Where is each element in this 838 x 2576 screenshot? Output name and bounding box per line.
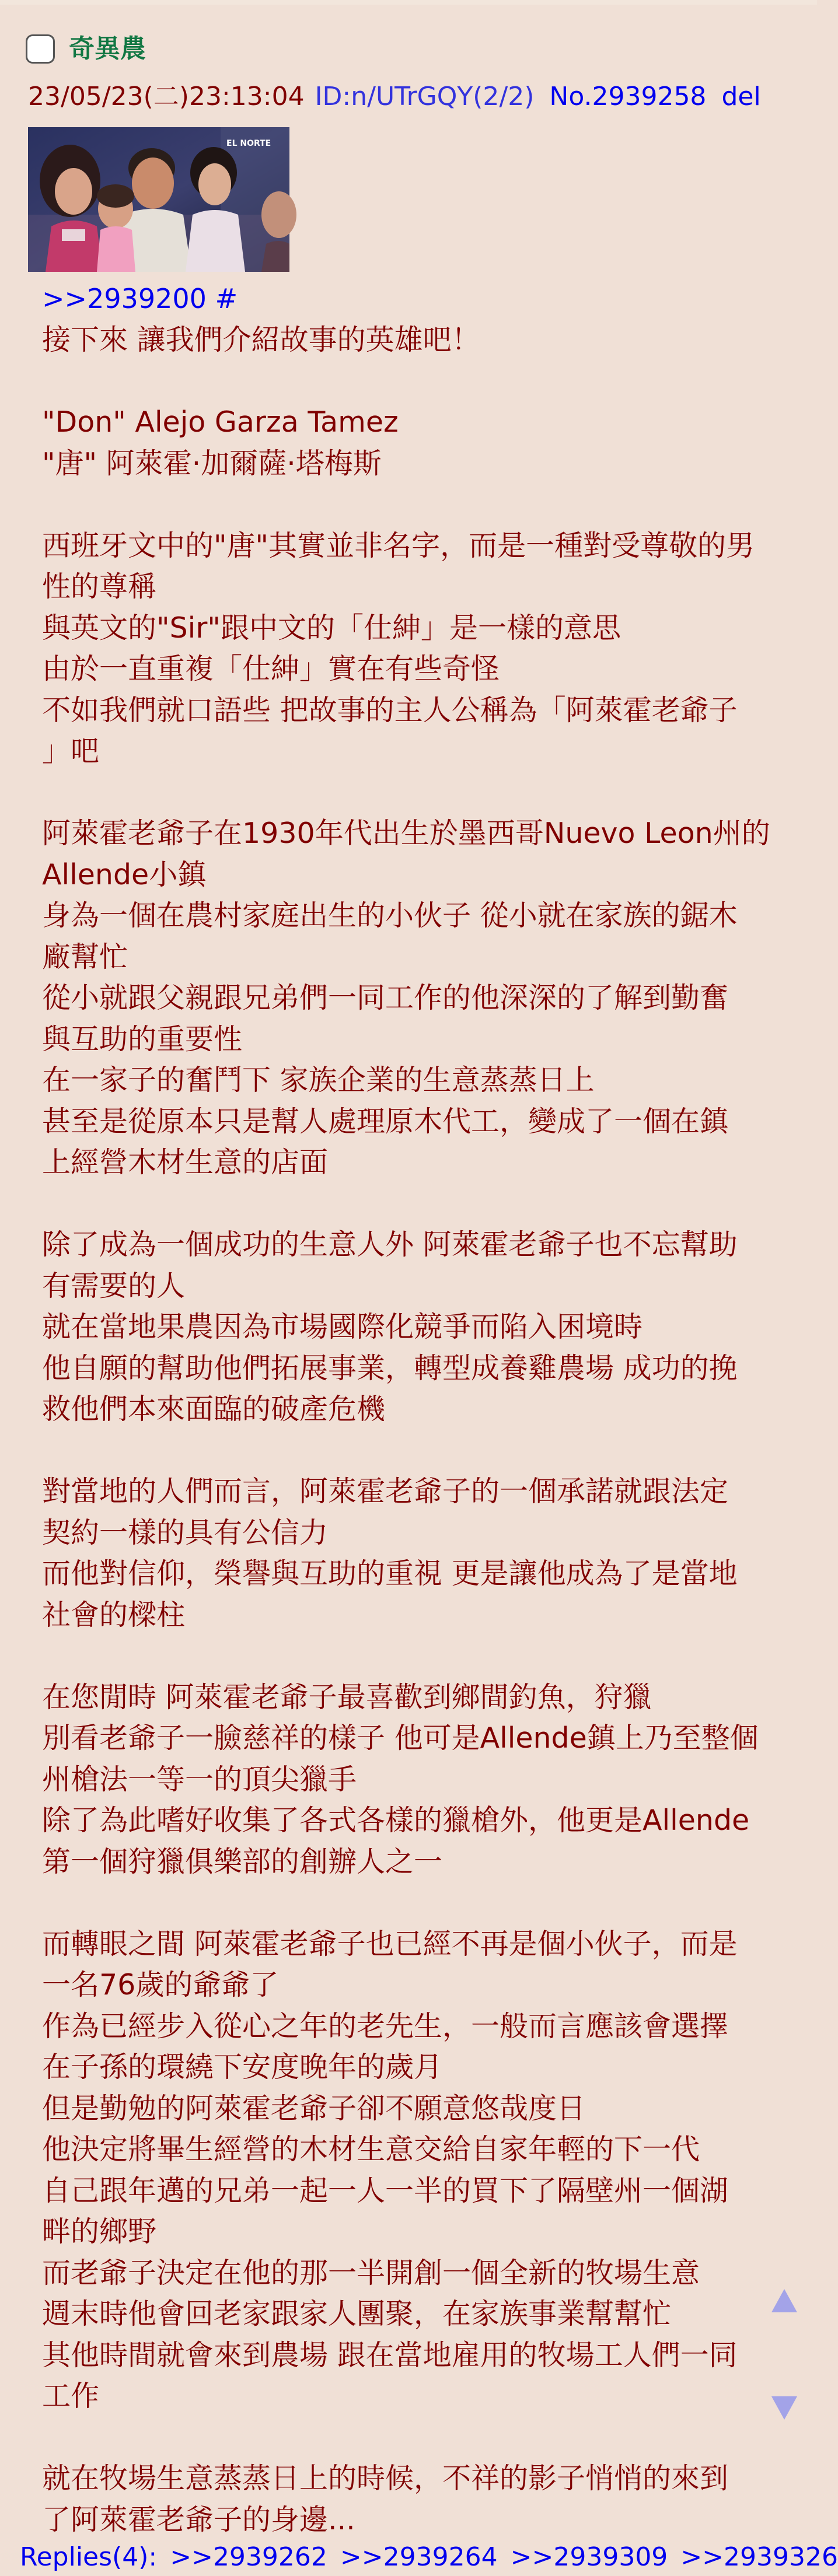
body-line: 接下來 讓我們介紹故事的英雄吧！ (42, 323, 480, 356)
body-line: 救他們本來面臨的破產危機 (42, 1392, 386, 1426)
body-line: "Don" Alejo Garza Tamez (42, 405, 399, 439)
post-header (26, 28, 146, 70)
body-line: 工作 (42, 2379, 100, 2413)
body-line: 一名76歲的爺爺了 (42, 1968, 279, 2001)
body-line: 性的尊稱 (42, 570, 157, 603)
body-line: 阿萊霍老爺子在1930年代出生於墨西哥Nuevo Leon州的 (42, 817, 770, 850)
thumbnail-caption: EL NORTE (226, 139, 271, 148)
body-line: 畔的鄉野 (42, 2215, 157, 2248)
body-line: "唐" 阿萊霍·加爾薩·塔梅斯 (42, 446, 382, 480)
post-datetime: 23/05/23(二)23:13:04 (28, 82, 305, 111)
body-line: 州槍法一等一的頂尖獵手 (42, 1762, 357, 1796)
replies-label: Replies(4): (20, 2542, 158, 2572)
body-line: 」吧 (42, 734, 100, 768)
body-line: Allende小鎮 (42, 858, 207, 891)
body-line: 在您閒時 阿萊霍老爺子最喜歡到鄉間釣魚，狩獵 (42, 1680, 652, 1714)
paragraph-gap (42, 361, 771, 402)
body-line: 但是勤勉的阿萊霍老爺子卻不願意悠哉度日 (42, 2091, 586, 2125)
body-line: 除了為此嗜好收集了各式各樣的獵槍外，他更是Allende (42, 1804, 750, 1837)
body-line: 第一個狩獵俱樂部的創辦人之一 (42, 1845, 443, 1878)
body-line: 就在牧場生意蒸蒸日上的時候，不祥的影子悄悄的來到 (42, 2462, 729, 2495)
reply-link[interactable]: >>2939309 (510, 2542, 668, 2572)
body-line: 身為一個在農村家庭出生的小伙子 從小就在家族的鋸木 (42, 899, 738, 932)
body-line: 在一家子的奮鬥下 家族企業的生意蒸蒸日上 (42, 1063, 595, 1097)
body-line: 就在當地果農因為市場國際化競爭而陷入困境時 (42, 1310, 643, 1343)
body-line: 由於一直重複「仕紳」實在有些奇怪 (42, 652, 500, 685)
scroll-down-button[interactable] (770, 2395, 798, 2421)
body-line: 西班牙文中的"唐"其實並非名字，而是一種對受尊敬的男 (42, 528, 755, 562)
replies-row (20, 2539, 838, 2576)
body-line: 作為已經步入從心之年的老先生，一般而言應該會選擇 (42, 2009, 729, 2043)
body-line: 上經營木材生意的店面 (42, 1146, 329, 1179)
body-line: 與互助的重要性 (42, 1022, 243, 1056)
body-line: 了阿萊霍老爺子的身邊... (42, 2502, 355, 2536)
triangle-down-icon (770, 2395, 798, 2421)
post-number-link[interactable]: No.2939258 (549, 82, 707, 111)
reply-link[interactable]: >>2939326 (680, 2542, 838, 2572)
body-line: 而轉眼之間 阿萊霍老爺子也已經不再是個小伙子，而是 (42, 1927, 738, 1961)
reply-link[interactable]: >>2939264 (340, 2542, 498, 2572)
paragraph-gap (42, 772, 771, 814)
body-line: 甚至是從原本只是幫人處理原木代工，變成了一個在鎮 (42, 1104, 729, 1138)
body-line: 自己跟年邁的兄弟一起一人一半的買下了隔壁州一個湖 (42, 2174, 729, 2207)
body-line: 他自願的幫助他們拓展事業，轉型成養雞農場 成功的挽 (42, 1351, 738, 1385)
body-line: 對當地的人們而言，阿萊霍老爺子的一個承諾就跟法定 (42, 1475, 729, 1508)
paragraph-gap (42, 484, 771, 526)
body-line: 社會的樑柱 (42, 1598, 186, 1632)
paragraph-gap (42, 1184, 771, 1225)
body-line: 與英文的"Sir"跟中文的「仕紳」是一樣的意思 (42, 611, 621, 645)
post-body (42, 320, 771, 2540)
body-line: 不如我們就口語些 把故事的主人公稱為「阿萊霍老爺子 (42, 693, 738, 727)
post-thumbnail-image[interactable] (28, 127, 289, 272)
body-line: 其他時間就會來到農場 跟在當地雇用的牧場工人們一同 (42, 2338, 738, 2372)
body-line: 除了成為一個成功的生意人外 阿萊霍老爺子也不忘幫助 (42, 1228, 738, 1261)
post-title: 奇異農 (69, 34, 146, 64)
body-line: 廠幫忙 (42, 940, 128, 974)
body-line: 他決定將畢生經營的木材生意交給自家年輕的下一代 (42, 2133, 700, 2166)
paragraph-gap (42, 1636, 771, 1677)
body-line: 契約一樣的具有公信力 (42, 1516, 329, 1549)
body-line: 有需要的人 (42, 1269, 186, 1303)
triangle-up-icon (770, 2288, 798, 2314)
post-meta (28, 78, 761, 116)
post-checkbox[interactable] (26, 34, 55, 64)
paragraph-gap (42, 1430, 771, 1472)
body-line: 週末時他會回老家跟家人團聚，在家族事業幫幫忙 (42, 2297, 672, 2330)
body-line: 別看老爺子一臉慈祥的樣子 他可是Allende鎮上乃至整個 (42, 1721, 759, 1755)
reply-link[interactable]: >>2939262 (170, 2542, 327, 2572)
paragraph-gap (42, 1882, 771, 1924)
paragraph-gap (42, 2417, 771, 2459)
quote-reference-link[interactable]: >>2939200 # (42, 283, 238, 314)
delete-link[interactable]: del (721, 82, 761, 111)
body-line: 而他對信仰，榮譽與互助的重視 更是讓他成為了是當地 (42, 1557, 738, 1590)
body-line: 從小就跟父親跟兄弟們一同工作的他深深的了解到勤奮 (42, 981, 729, 1014)
body-line: 而老爺子決定在他的那一半開創一個全新的牧場生意 (42, 2256, 700, 2290)
scroll-up-button[interactable] (770, 2288, 798, 2314)
body-line: 在子孫的環繞下安度晚年的歲月 (42, 2050, 443, 2084)
poster-id[interactable]: ID:n/UTrGQY(2/2) (315, 82, 535, 111)
